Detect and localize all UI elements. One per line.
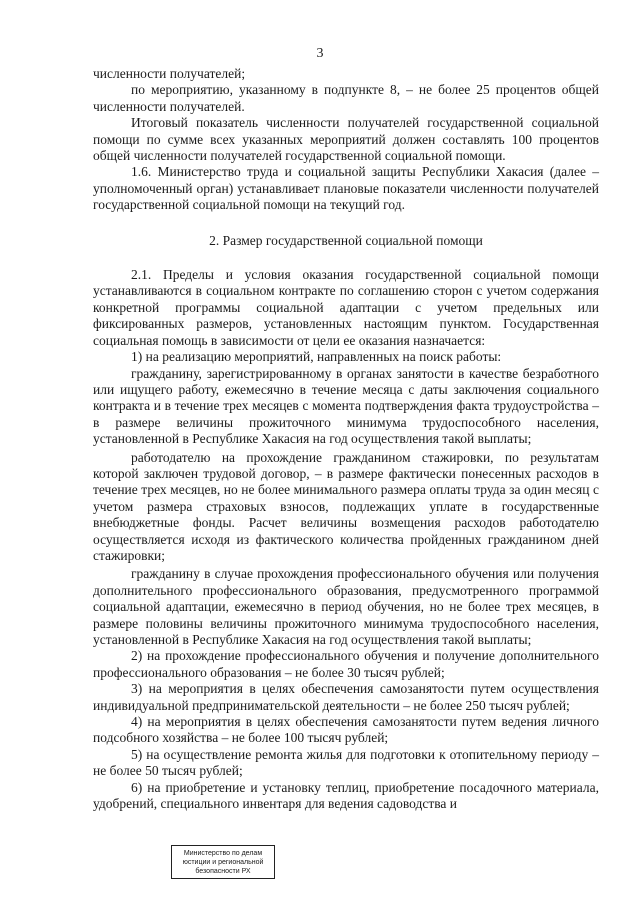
paragraph: по мероприятию, указанному в подпункте 8, – не более 25 процентов общей численности получателей. (93, 82, 599, 114)
paragraph: гражданину, зарегистрированному в органах занятости в качестве безработного или ищущего работу, ежемесячно в течение месяца с даты заключения социального контракта и в течение трех месяцев с момента подтверждения факта трудоустройства – в размере величины прожиточного минимума трудоспособного населения, установленной в Республике Хакасия на год осуществления такой выплаты; (93, 365, 599, 447)
paragraph: 2.1. Пределы и условия оказания государственной социальной помощи устанавливаются в социальном контракте по соглашению сторон с учетом содержания конкретной программы социальной адаптации с учетом предельных или фиксированных размеров, установленных настоящим пунктом. Государственная социальная помощь в зависимости от цели ее оказания назначается: (93, 267, 599, 348)
registration-stamp (171, 845, 275, 879)
stamp-line: юстиции и региональной (182, 859, 264, 866)
paragraph: работодателю на прохождение гражданином стажировки, по результатам которой заключен трудовой договор, – в размере фактически понесенных расходов в течение трех месяцев, но не более минимального размера оплаты труда за один месяц с учетом размера страховых взносов, подлежащих уплате в государственные внебюджетные фонды. Расчет величины возмещения расходов работодателю осуществляется исходя из фактического количества пройденных гражданином дней стажировки; (93, 449, 599, 563)
paragraph: численности получателей; (93, 66, 246, 81)
paragraph: 1) на реализацию мероприятий, направленных на поиск работы: (131, 349, 502, 365)
paragraph: 3) на мероприятия в целях обеспечения самозанятости путем осуществления индивидуальной предпринимательской деятельности – не более 250 тысяч рублей; (93, 681, 599, 713)
page-number: 3 (316, 46, 324, 61)
paragraph: гражданину в случае прохождения профессионального обучения или получения дополнительного профессионального образования, предусмотренного программой социальной адаптации, ежемесячно в период обучения, но не более трех месяцев, в размере половины величины прожиточного минимума трудоспособного населения, установленной в Республике Хакасия на год осуществления такой выплаты; (93, 566, 599, 647)
paragraph: 1.6. Министерство труда и социальной защиты Республики Хакасия (далее – уполномоченный орган) устанавливает плановые показатели численности получателей государственной социальной помощи на текущий год. (93, 164, 599, 213)
paragraph: 6) на приобретение и установку теплиц, приобретение посадочного материала, удобрений, специального инвентаря для ведения садоводства и (93, 779, 599, 812)
paragraph: 2) на прохождение профессионального обучения и получение дополнительного профессионального образования – не более 30 тысяч рублей; (93, 648, 599, 680)
paragraph: 4) на мероприятия в целях обеспечения самозанятости путем ведения личного подсобного хозяйства – не более 100 тысяч рублей; (93, 714, 599, 746)
document-body (93, 66, 599, 812)
stamp-line: безопасности РХ (195, 868, 251, 875)
section-heading: 2. Размер государственной социальной помощи (209, 232, 483, 248)
stamp-line: Министерство по делам (183, 850, 263, 857)
paragraph: 5) на осуществление ремонта жилья для подготовки к отопительному периоду – не более 50 тысяч рублей; (93, 746, 599, 779)
paragraph: Итоговый показатель численности получателей государственной социальной помощи по сумме всех указанных мероприятий должен составлять 100 процентов общей численности получателей государственной социальной помощи. (93, 115, 599, 164)
